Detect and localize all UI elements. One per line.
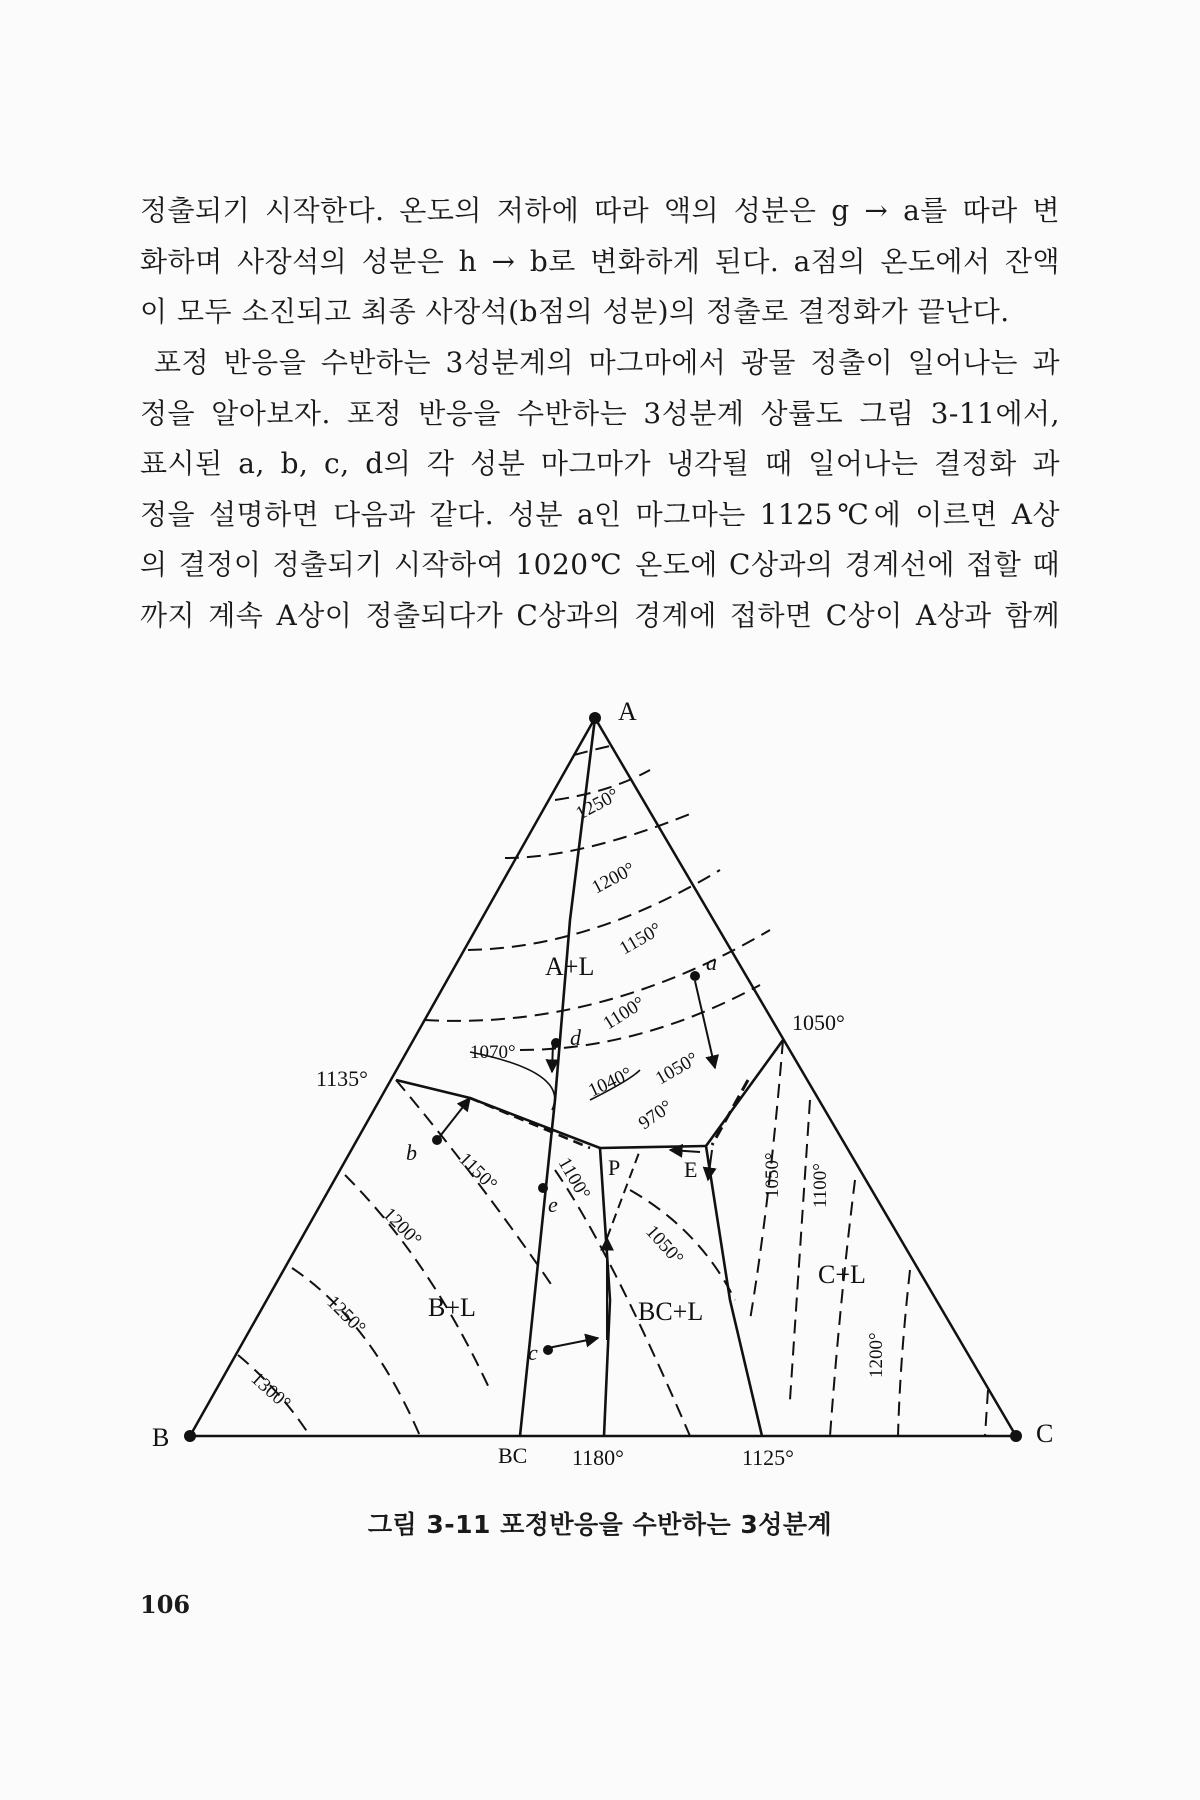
isotherm-label: 1040° <box>585 1063 636 1102</box>
isotherm-label: 1200° <box>866 1332 887 1378</box>
boundary-lines <box>396 718 783 1436</box>
paragraph-1 <box>140 186 1060 338</box>
point-label-bc: BC <box>498 1443 528 1468</box>
point-label-e: E <box>684 1157 698 1182</box>
isotherm-label: 1150° <box>616 918 666 960</box>
text-line: 화하며 사장석의 성분은 h → b로 변화하게 된다. a점의 온도에서 잔액 <box>140 244 1060 278</box>
figure-caption: 그림 3-11 포정반응을 수반하는 3성분계 <box>367 1510 833 1539</box>
isotherm-label: 1050° <box>652 1048 702 1090</box>
text-line: 정출되기 시작한다. 온도의 저하에 따라 액의 성분은 g → a를 따라 변 <box>140 194 1060 227</box>
isotherms-b-field <box>238 1080 735 1436</box>
text-line: 까지 계속 A상이 정출되다가 C상과의 경계에 접하면 C상이 A상과 함께 <box>140 598 1060 632</box>
isotherm-label: 1150° <box>454 1148 502 1196</box>
text-line: 정을 설명하면 다음과 같다. 성분 a인 마그마는 1125℃에 이르면 A상 <box>140 497 1060 531</box>
isotherm-label: 1200° <box>378 1203 426 1251</box>
isotherm-label: 1200° <box>588 858 639 899</box>
isotherm-label: 1100° <box>553 1154 595 1204</box>
isotherm-label: 1135° <box>316 1066 368 1091</box>
text-line: 의 결정이 정출되기 시작하여 1020℃ 온도에 C상과의 경계선에 접할 때 <box>140 548 1060 581</box>
isotherm-label: 970° <box>634 1096 677 1135</box>
ternary-phase-diagram <box>0 690 1200 1510</box>
point-label-e-lower: e <box>548 1192 558 1217</box>
page-number: 106 <box>140 1590 191 1619</box>
isotherm-label: 1050° <box>792 1010 845 1035</box>
isotherm-label: 1250° <box>322 1291 370 1339</box>
point-label-a: a <box>706 950 717 975</box>
field-label-b-l: B+L <box>428 1293 476 1322</box>
point-label-d: d <box>570 1025 581 1050</box>
point-label-p: P <box>608 1155 621 1180</box>
field-label-bc-l: BC+L <box>638 1297 704 1326</box>
point-label-b: b <box>406 1140 417 1165</box>
paragraph-2 <box>140 338 1060 641</box>
vertex-label-c: C <box>1036 1419 1054 1448</box>
isotherm-label: 1180° <box>572 1445 624 1470</box>
isotherm-label: 1250° <box>572 784 623 825</box>
text-line: 표시된 a, b, c, d의 각 성분 마그마가 냉각될 때 일어나는 결정화 과 <box>140 447 1060 480</box>
point-label-c: c <box>528 1340 538 1365</box>
field-label-a-l: A+L <box>545 952 595 981</box>
isotherm-label: 1300° <box>246 1368 295 1415</box>
text-line: 이 모두 소진되고 최종 사장석(b점의 성분)의 정출로 결정화가 끝난다. <box>140 295 1010 328</box>
isotherm-label: 1125° <box>742 1445 794 1470</box>
text-line: 포정 반응을 수반하는 3성분계의 마그마에서 광물 정출이 일어나는 과 <box>154 346 1060 379</box>
isotherm-label: 1100° <box>599 992 649 1035</box>
isotherm-label: 1070° <box>470 1042 516 1063</box>
isotherm-label: 1050° <box>641 1221 688 1270</box>
field-label-c-l: C+L <box>818 1260 866 1289</box>
isotherm-label: 1050° <box>762 1152 783 1198</box>
vertex-label-b: B <box>152 1423 170 1452</box>
vertex-label-a: A <box>618 697 637 726</box>
isotherm-label: 1100° <box>810 1163 831 1208</box>
text-line: 정을 알아보자. 포정 반응을 수반하는 3성분계 상률도 그림 3-11에서, <box>140 396 1060 430</box>
